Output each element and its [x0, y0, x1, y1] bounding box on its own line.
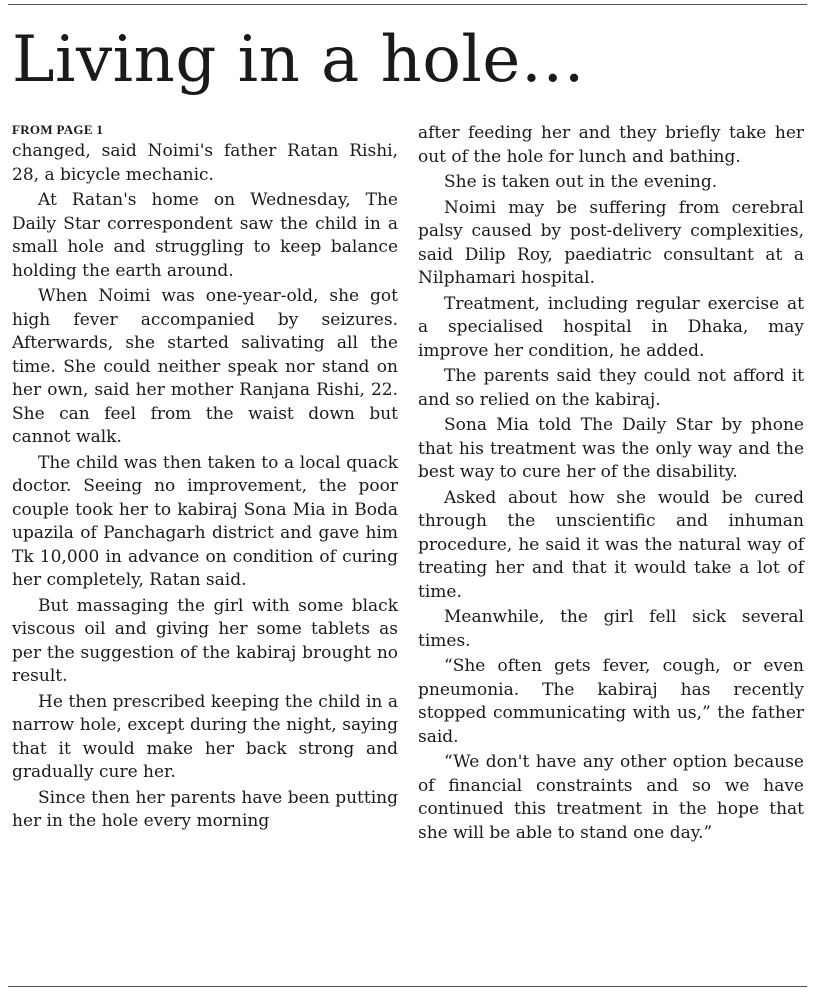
bottom-rule	[8, 986, 807, 987]
paragraph: But massaging the girl with some black viscous oil and giving her some tablets as per the suggestion of the kabiraj brought no result.	[12, 595, 398, 686]
paragraph: She is taken out in the evening.	[444, 172, 718, 192]
paragraph: “We don't have any other option because of financial constraints and so we have continued this treatment in the hope that she will be able to stand one day.”	[418, 752, 804, 843]
headline: Living in a hole…	[12, 23, 586, 97]
paragraph: changed, said Noimi's father Ratan Rishi, 28, a bicycle mechanic.	[12, 141, 398, 185]
right-column	[418, 122, 804, 845]
paragraph: Noimi may be suffering from cerebral palsy caused by post-delivery complexities, said Dilip Roy, paediatric consultant at a Nilphamari hospital.	[418, 197, 804, 288]
paragraph: Meanwhile, the girl fell sick several times.	[418, 607, 804, 651]
top-rule	[8, 4, 807, 5]
paragraph: The child was then taken to a local quack doctor. Seeing no improvement, the poor couple took her to kabiraj Sona Mia in Boda upazila of Panchagarh district and gave him Tk 10,000 in advance on condition of curing her completely, Ratan said.	[12, 452, 398, 590]
paragraph: He then prescribed keeping the child in a narrow hole, except during the night, saying that it would make her back strong and gradually cure her.	[12, 691, 398, 782]
paragraph: When Noimi was one-year-old, she got high fever accompanied by seizures. Afterwards, she started salivating all the time. She could neither speak nor stand on her own, said her mother Ranjana Rishi, 22. She can feel from the waist down but cannot walk.	[12, 286, 398, 447]
kicker-from-page: FROM PAGE 1	[12, 122, 104, 137]
paragraph: after feeding her and they briefly take her out of the hole for lunch and bathing.	[418, 123, 804, 167]
paragraph: The parents said they could not afford it and so relied on the kabiraj.	[418, 366, 804, 410]
left-column	[12, 120, 398, 834]
paragraph: “She often gets fever, cough, or even pneumonia. The kabiraj has recently stopped communicating with us,” the father said.	[418, 656, 804, 747]
paragraph: Sona Mia told The Daily Star by phone that his treatment was the only way and the best way to cure her of the disability.	[418, 415, 804, 482]
paragraph: Asked about how she would be cured through the unscientific and inhuman procedure, he said it was the natural way of treating her and that it would take a lot of time.	[418, 487, 804, 602]
paragraph: Since then her parents have been putting her in the hole every morning	[12, 787, 398, 831]
paragraph: At Ratan's home on Wednesday, The Daily Star correspondent saw the child in a small hole and struggling to keep balance holding the earth around.	[12, 190, 398, 281]
paragraph: Treatment, including regular exercise at a specialised hospital in Dhaka, may improve her condition, he added.	[418, 293, 804, 361]
